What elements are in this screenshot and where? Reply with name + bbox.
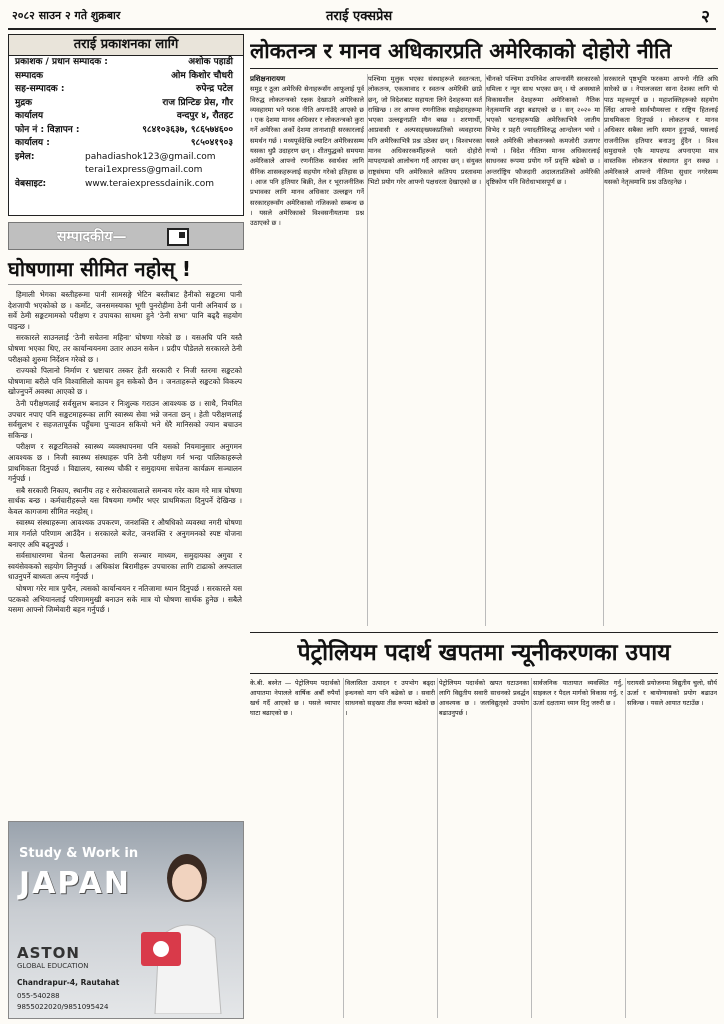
ad-brand-logo: ASTON	[17, 944, 80, 962]
email-link-2[interactable]: terai1express@gmail.com	[85, 165, 203, 175]
info-value: ओम किशोर चौधरी	[171, 70, 233, 81]
email-link-1[interactable]: pahadiashok123@gmail.com	[85, 151, 216, 162]
editorial-headline: घोषणामा सीमित नहोस् !	[8, 256, 242, 285]
info-label: फोन नं : विज्ञापन :	[15, 124, 80, 135]
info-label: वेबसाइट:	[15, 178, 47, 189]
info-row	[9, 137, 243, 151]
column-divider	[531, 678, 532, 1018]
editorial-paragraph: स्वास्थ्य संस्थाहरूमा आवश्यक उपकरण, जनशक्ति र औषधिको व्यवस्था नगरी घोषणा मात्र गर्नाले परिणाम आउँदैन । सरकारले बजेट, जनशक्ति र अनुगमनको स्पष्ट योजना बनाएर अघि बढ्नुपर्छ ।	[8, 518, 242, 549]
info-row	[9, 110, 243, 124]
column-divider	[437, 678, 438, 1018]
article-text: पश्चिमा मुलुक भएका संस्थाहरूले स्वतन्त्रता, लोकतन्त्र, एकत्वावाद र स्वतन्त्र अमेरिकी छाप्ने छन्, जो विदेशबाट सहायता लिने देशहरूमा सर्त राखिन्छ । तर आफ्ना रणनीतिक साझेदारहरूमा भएका उल्लङ्घनप्रति मौन बस्छ । शरणार्थी, आप्रवासी र अल्पसङ्ख्यकप्रतिको व्यवहारमा पनि अमेरिकाभित्रै प्रश्न उठेका छन् । विश्वभरका मानव अधिकारकर्मीहरूले यस्तो दोहोरो मापदण्डको आलोचना गर्दै आएका छन् । संयुक्त राष्ट्रसंघमा पनि अमेरिकाले कतिपय प्रस्तावमा भिटो प्रयोग गरेर आफ्नो पक्षधरता देखाएको छ ।	[368, 75, 482, 186]
info-row	[9, 70, 243, 84]
editorial-paragraph: घोषणा गरेर मात्र पुग्दैन, त्यसको कार्यान्वयन र नतिजामा ध्यान दिनुपर्छ । सरकारले यस पटकको अभियानलाई परिणाममुखी बनाउन सके मात्र यो घोषणा सार्थक हुनेछ । सबैले यसमा आफ्नो जिम्मेवारी बहन गर्नुपर्छ ।	[8, 584, 242, 615]
editorial-label: सम्पादकीय—	[57, 229, 127, 245]
article-text: के.बी. बस्नेत — पेट्रोलियम पदार्थको आयातमा नेपालले वार्षिक अर्बौं रुपैयाँ खर्च गर्दै आएको छ । यसले व्यापार घाटा बढाएको छ ।	[250, 679, 340, 717]
info-label: प्रकाशक / प्रधान सम्पादक :	[15, 57, 108, 67]
article-column	[627, 678, 717, 1018]
column-divider	[625, 678, 626, 1018]
info-value: वन्दपुर ४, रौतहट	[176, 111, 233, 121]
info-row	[9, 56, 243, 70]
article-text: सार्वजनिक यातायात व्यवस्थित गर्नु, साइकल र पैदल मार्गको विकास गर्नु, र ऊर्जा दक्षतामा ध्यान दिनु जरुरी छ ।	[533, 679, 623, 707]
info-row	[9, 178, 243, 192]
info-label: कार्यालय	[15, 111, 44, 121]
editorial-paragraph: सर्वसाधारणमा चेतना फैलाउनका लागि सञ्चार माध्यम, समुदायका अगुवा र स्वयंसेवकको सहयोग लिनुपर्छ । अधिकांश बिरामीहरू उपचारका लागि टाढाको अस्पताल धाउनुपर्ने बाध्यता अन्त्य गर्नुपर्छ ।	[8, 551, 242, 582]
ad-country: JAPAN	[19, 866, 131, 901]
info-value: ९८५०४१९०३	[190, 138, 233, 148]
editorial-paragraph: सरकारले साउनलाई ‘ठेनी सचेतना महिना’ घोषणा गरेको छ । यसअघि पनि यस्तै घोषणा भएका थिए, तर कार्यान्वयनमा उतार आउन सकेन । प्रदीप पौडेलले सरकारले ठेनी परीक्षको शुरुमा निर्देशन गरेको छ ।	[8, 333, 242, 364]
article-column	[250, 74, 364, 626]
article-columns	[250, 74, 718, 626]
publication-info-box	[8, 34, 244, 216]
article-byline: प्रशिक्षनारायण	[250, 75, 286, 83]
ad-tagline: Study & Work in	[19, 846, 139, 861]
paper-name: तराई एक्सप्रेस	[326, 9, 393, 24]
study-abroad-advertisement[interactable]	[8, 821, 244, 1019]
article-text: पेट्रोलियम पदार्थको खपत घटाउनका लागि विद्युतीय सवारी साधनको प्रवर्द्धन आवश्यक छ । जलविद्युत्‌को उपयोग बढाउनुपर्छ ।	[439, 679, 529, 717]
article-text: सरकारले पृष्ठभूमि फरकमा आफ्नो नीति अघि सारेको छ । नेपालजस्ता साना देशका लागि यो पाठ महत्त्वपूर्ण छ । महाशक्तिहरूको सहयोग लिँदा आफ्नो सार्वभौमसत्ता र राष्ट्रिय हितलाई प्राथमिकता दिनुपर्छ । लोकतन्त्र र मानव अधिकार सबैका लागि समान हुनुपर्छ, यसलाई राजनीतिक हतियार बनाउनु हुँदैन । विश्व समुदायले एकै मापदण्ड अपनाएमा मात्र वास्तविक लोकतन्त्र संस्थागत हुन सक्छ । अमेरिकाले आफ्नो नीतिमा सुधार नगरेसम्म यसको नेतृत्वमाथि प्रश्न उठिरहनेछ ।	[604, 75, 718, 186]
ad-address: Chandrapur-4, Rautahat	[17, 978, 120, 987]
editorial-banner	[8, 222, 244, 250]
article-text: घरायसी प्रयोजनमा विद्युतीय चुलो, सौर्य ऊर्जा र बायोग्यासको प्रयोग बढाउन सकिन्छ । यसले आयात घटाउँछ ।	[627, 679, 717, 707]
editorial-icon	[167, 228, 189, 246]
info-row	[9, 124, 243, 138]
article-columns	[250, 678, 718, 1018]
issue-date: २०८२ साउन २ गते शुक्रबार	[12, 9, 121, 22]
article-headline: लोकतन्त्र र मानव अधिकारप्रति अमेरिकाको दोहोरो नीति	[250, 34, 718, 69]
info-label: सम्पादक	[15, 70, 44, 81]
article-column	[250, 678, 340, 1018]
info-row	[9, 151, 243, 165]
ad-brand-subtitle: GLOBAL EDUCATION	[17, 962, 89, 970]
article-text: चीनको पश्चिमा उपनिवेश आफ्नासँगै सरकारको धमिला र न्यून साथ भएका छन् । यो अवस्थाले विकासशील देशहरूमा अमेरिकाको नैतिक नेतृत्वमाथि शङ्का बढाएको छ । सन् २०२० मा भएको घटनाहरूपछि अमेरिकाभित्रै जातीय विभेद र प्रहरी ज्यादतीविरुद्ध आन्दोलन भयो । यसले अमेरिकी लोकतन्त्रको कमजोरी उजागर गर्‍यो । विदेश नीतिमा मानव अधिकारलाई साधनका रूपमा प्रयोग गर्ने प्रवृत्ति बढेको छ । अन्तर्राष्ट्रिय फौजदारी अदालतप्रतिको अमेरिकी दृष्टिकोण पनि विरोधाभासपूर्ण छ ।	[486, 75, 600, 186]
website-link[interactable]: www.teraiexpressdainik.com	[85, 178, 214, 189]
info-row	[9, 97, 243, 111]
info-label: सह-सम्पादक :	[15, 84, 65, 94]
article-column	[368, 74, 482, 626]
ad-phone-office: 055-540288	[17, 992, 60, 1000]
column-divider	[343, 678, 344, 1018]
info-value: रुपेन्द्र पटेल	[196, 84, 233, 94]
editorial-paragraph: हिमाली भेगका बस्तीहरूमा पानी सामसङ्गे भेटिन बस्तीबाट हैनीको सङ्कटमा पानी देशजापी भएकोको छ । कर्मोट, जनसमस्याका भूगी पुनरोहीमा ठेनी पानी अनिवार्य छ । सर्वे ठेमी सङ्कटमामको परीक्षण र उपायका साथमा हुने ‘ठेनी सभा’ पानि बढ्दै सहयोग पाइन्छ ।	[8, 290, 242, 331]
ad-phone-mobile: 9855022020/9851095424	[17, 1003, 109, 1011]
info-label: इमेल:	[15, 151, 35, 162]
article-text: विलासिता उत्पादन र उपभोग बढ्दा इन्धनको माग पनि बढेको छ । सवारी साधनको सङ्ख्या तीव्र रूपमा बढेको छ ।	[345, 679, 435, 717]
page-header	[8, 6, 716, 30]
editorial-paragraph: सबै सरकारी निकाय, स्थानीय तह र सरोकारवालाले समन्वय गरेर काम गरे मात्र घोषणा सार्थक बन्छ । कर्मचारीहरूले यस विषयमा गम्भीर भएर प्राथमिकता दिनुपर्ने देखिन्छ । केवल कागजमा सीमित नरहोस् ।	[8, 485, 242, 516]
info-box-title: तराई प्रकाशनका लागि	[9, 35, 243, 56]
info-row	[9, 164, 243, 178]
article-column	[604, 74, 718, 626]
article-column	[486, 74, 600, 626]
info-label: कार्यालय :	[15, 138, 50, 148]
info-value: अशोक पहाडी	[188, 57, 233, 67]
left-column	[8, 34, 246, 1020]
info-label: मुद्रक	[15, 97, 33, 108]
page-number: २	[701, 7, 710, 27]
info-row	[9, 83, 243, 97]
editorial-body	[8, 290, 242, 812]
article-column	[345, 678, 435, 1018]
info-value: ९८४१०३६३७, ९८६५७४६००	[142, 124, 233, 135]
article-column	[439, 678, 529, 1018]
ad-person-image	[135, 842, 235, 1014]
main-content	[250, 34, 718, 1020]
editorial-paragraph: राज्यको पिलानो निर्माण र भ्रष्टाचार तस्कर हेती सरकारी र निजी स्तरमा सङ्कटको घोषणामा बरीले पनि विश्वासिलो कायम हुन सकेको छैन । जनताहरूले सङ्कटको विकल्प खोज्नुपर्ने अवस्था आएको छ ।	[8, 366, 242, 397]
article-text: समुद्र र ठूला अमेरिकी सेनाहरूसँग आफूलाई पूर्व विरुद्ध लोकतन्त्रको रक्षक देखाउने अमेरिकाले व्यवहारमा भने फरक नीति अपनाउँदै आएको छ । एक देशमा मानव अधिकार र लोकतन्त्रको कुरा गर्ने अमेरिका अर्को देशमा तानाशाही सरकारलाई समर्थन गर्छ । मध्यपूर्वदेखि ल्याटिन अमेरिकासम्म यसका थुप्रै उदाहरण छन् । शीतयुद्धको समयमा अमेरिकाले आफ्नो रणनीतिक स्वार्थका लागि सैनिक शासकहरूलाई सहयोग गरेको इतिहास छ । आज पनि हतियार बिक्री, तेल र भूराजनीतिक प्रभावका लागि मानव अधिकार उल्लङ्घन गर्ने सरकारहरूसँग अमेरिकाको नजिकको सम्बन्ध छ । यसले अमेरिकाको विश्वसनीयतामा प्रश्न उठाएको छ ।	[250, 85, 364, 228]
info-value: राज प्रिन्टिङ प्रेस, गौर	[162, 97, 233, 108]
editorial-paragraph: परीक्षण र सङ्कटमितको स्वास्थ्य व्यवस्थापनमा पनि यसको नियमानुसार अनुगमन आवश्यक छ । निजी स्वास्थ्य संस्थाहरू पनि ठेनी परीक्षण गर्न भन्दा पालिकाहरूले प्राथमिकता दिनुपर्छ । विद्यालय, स्वास्थ्य चौकी र समुदायमा सचेतना कार्यक्रम सञ्चालन गर्नुपर्छ ।	[8, 442, 242, 484]
article-headline: पेट्रोलियम पदार्थ खपतमा न्यूनीकरणका उपाय	[250, 632, 718, 674]
article-column	[533, 678, 623, 1018]
editorial-paragraph: ठेनी परीक्षणलाई सर्वसुलभ बनाउन र निःशुल्क गराउन आवश्यक छ । साथै, नियमित उपचार नपाए पनि सङ्कटमाहरूका लागि स्वास्थ्य सेवा भन्ने जनता छन् । हेती परीक्षणलाई सर्वसुलभ र सहजतापूर्वक पहुँचमा पुर्‍याउन सकियो भने धेरै मानिसको ज्यान बचाउन सकिन्छ ।	[8, 398, 242, 440]
